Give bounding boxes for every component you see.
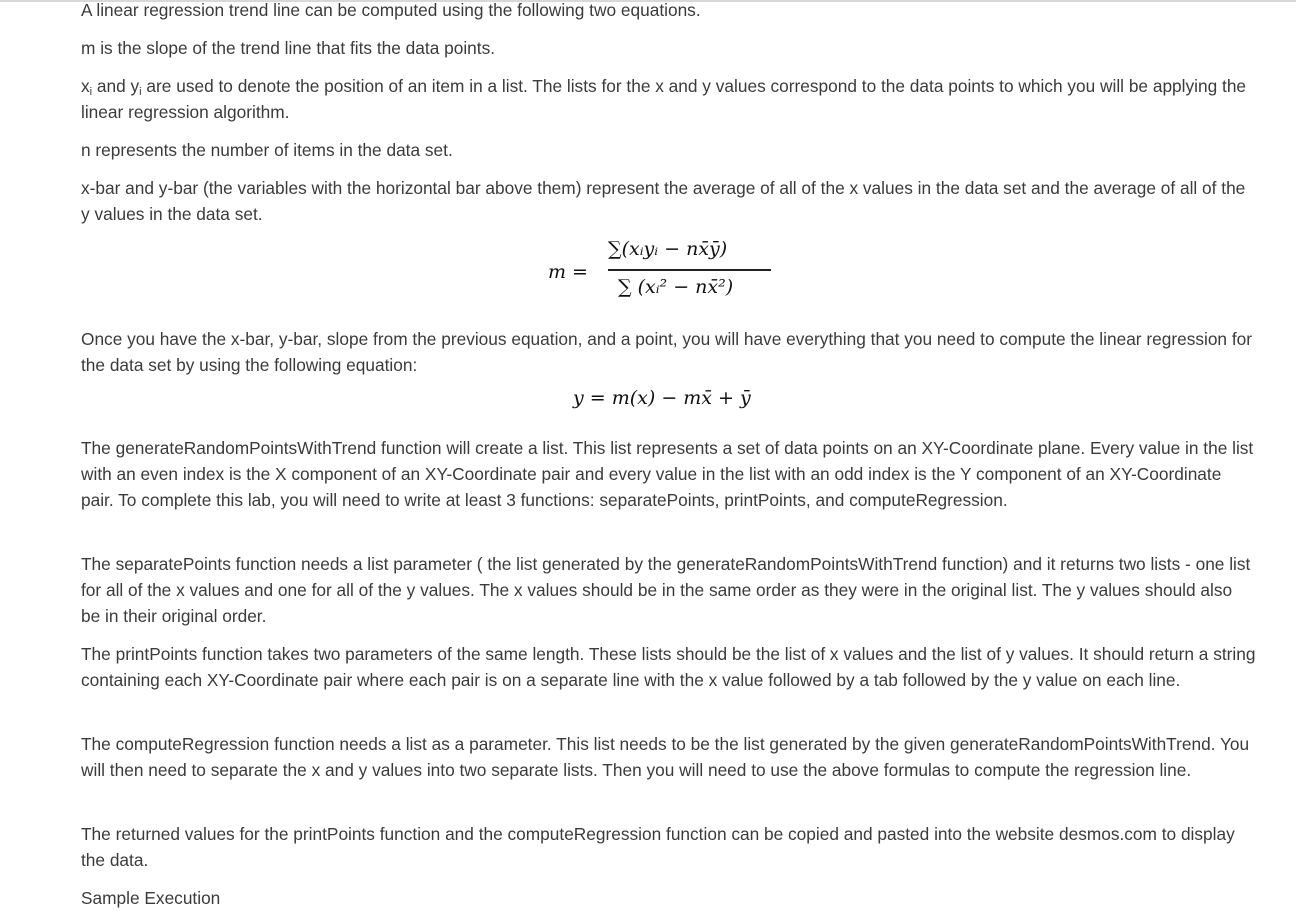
x-symbol: x — [81, 76, 90, 96]
regression-intro: Once you have the x-bar, y-bar, slope from the previous equation, and a point, you will have everything that you need to compute the linear regression for the data set by using the following equation: — [81, 329, 1253, 375]
slope-equation-lhs: m = — [548, 261, 588, 283]
y-symbol: y — [130, 76, 140, 96]
x-subscript: i — [89, 86, 93, 98]
slope-equation-denominator: ∑ (xᵢ² − nx̄²) — [618, 276, 734, 298]
and-text: and — [92, 76, 131, 96]
bar-definition: x-bar and y-bar (the variables with the horizontal bar above them) represent the average of all of the x values in the data set and the average of all of the y values in the data set. — [81, 178, 1246, 224]
index-definition-rest: are used to denote the position of an item in a list. The lists for the x and y values correspond to the data points to which you will be applying the linear regression algorithm. — [81, 76, 1247, 122]
y-subscript: i — [139, 86, 142, 98]
print-points-description: The printPoints function takes two parameters of the same length. These lists should be the list of x values and the list of y values. It should return a string containing each XY-Coordinate pair where each pair is on a separate line with the x value followed by a tab followed by the y value on each line. — [81, 644, 1256, 690]
slope-equation-numerator: ∑(xᵢyᵢ − nx̄ȳ) — [608, 238, 728, 260]
slope-definition: m is the slope of the trend line that fits the data points. — [81, 38, 496, 58]
index-definition — [81, 73, 1256, 125]
intro-paragraph: A linear regression trend line can be computed using the following two equations. — [81, 0, 701, 20]
sample-execution-heading: Sample Execution — [81, 888, 221, 908]
n-definition: n represents the number of items in the data set. — [81, 140, 453, 160]
regression-equation: y = m(x) − mx̄ + ȳ — [573, 387, 751, 409]
separate-points-description: The separatePoints function needs a list parameter ( the list generated by the generateRandomPointsWithTrend function) and it returns two lists - one list for all of the x values and one for all of the y values. The x values should be in the same order as they were in the original list. The y values should also be in their original order. — [81, 554, 1251, 626]
generate-function-description: The generateRandomPointsWithTrend function will create a list. This list represents a set of data points on an XY-Coordinate plane. Every value in the list with an even index is the X component of an XY-Coordinate pair and every value in the list with an odd index is the Y component of an XY-Coordinate pair. To complete this lab, you will need to write at least 3 functions: separatePoints, printPoints, and computeRegression. — [81, 438, 1254, 510]
fraction-bar — [608, 269, 771, 271]
compute-regression-description: The computeRegression function needs a list as a parameter. This list needs to be the list generated by the given generateRandomPointsWithTrend. You will then need to separate the x and y values into two separate lists. Then you will need to use the above formulas to compute the regression line. — [81, 734, 1250, 780]
slope-equation — [548, 236, 778, 314]
desmos-note: The returned values for the printPoints function and the computeRegression function can be copied and pasted into the website desmos.com to display the data. — [81, 824, 1235, 870]
